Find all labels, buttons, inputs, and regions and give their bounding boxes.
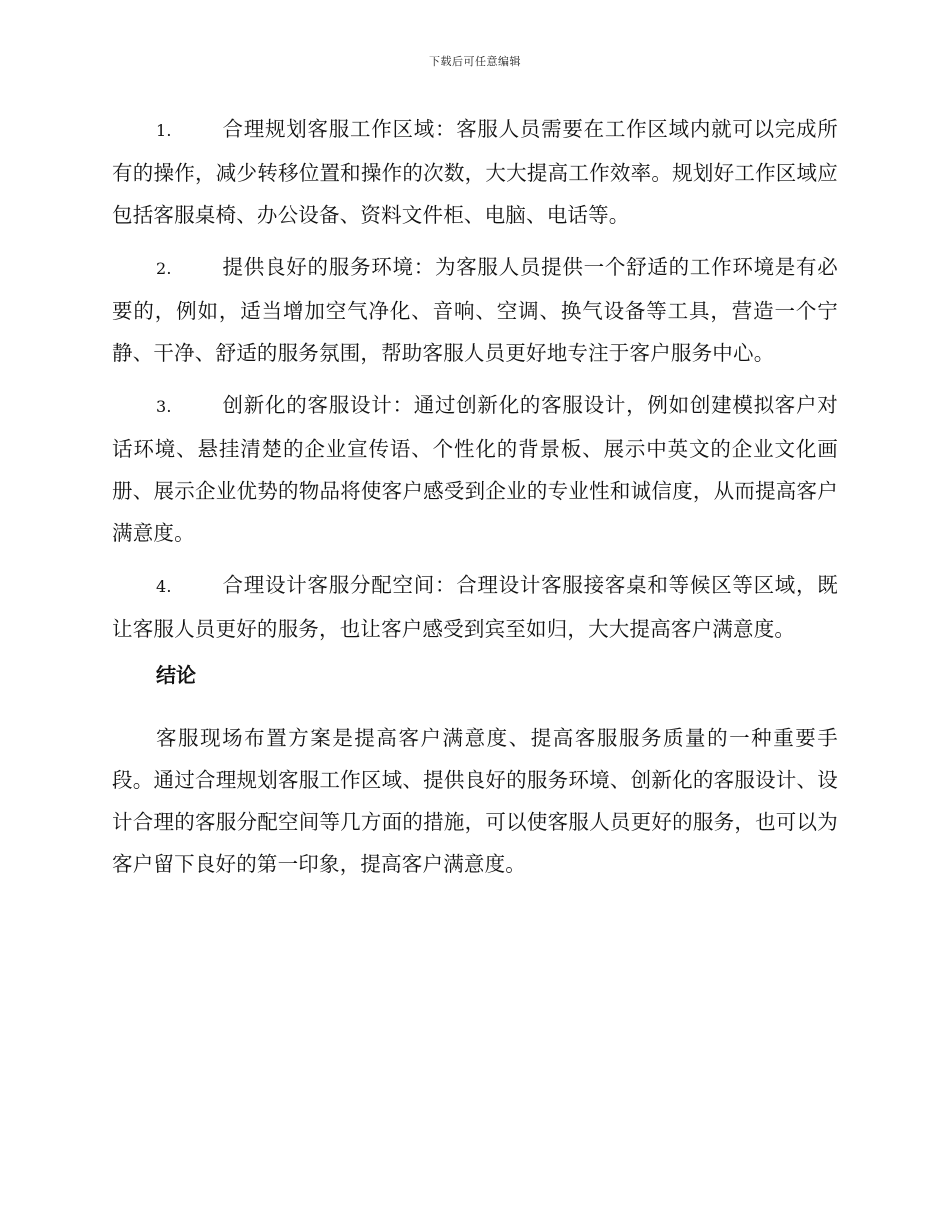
page-header: 下载后可任意编辑 <box>429 55 521 68</box>
list-item-text: 创新化的客服设计：通过创新化的客服设计，例如创建模拟客户对话环境、悬挂清楚的企业宣传语、个性化的背景板、展示中英文的企业文化画册、展示企业优势的物品将使客户感受到企业的专业性和诚信度，从而提高客户满意度。 <box>112 393 838 545</box>
list-item-text: 合理设计客服分配空间：合理设计客服接客桌和等候区等区域，既让客服人员更好的服务，也让客户感受到宾至如归，大大提高客户满意度。 <box>112 573 838 641</box>
document-body <box>112 108 838 905</box>
list-item <box>112 108 838 236</box>
list-item <box>112 564 838 650</box>
list-item-number: 3. <box>156 397 172 416</box>
list-item-number: 4. <box>156 577 172 596</box>
list-item <box>112 384 838 554</box>
conclusion-heading: 结论 <box>156 663 196 687</box>
list-item-number: 1. <box>156 121 172 140</box>
list-item-text: 提供良好的服务环境：为客服人员提供一个舒适的工作环境是有必要的，例如，适当增加空气净化、音响、空调、换气设备等工具，营造一个宁静、干净、舒适的服务氛围，帮助客服人员更好地专注于客户服务中心。 <box>112 255 838 365</box>
list-item <box>112 246 838 374</box>
list-item-text: 合理规划客服工作区域：客服人员需要在工作区域内就可以完成所有的操作，减少转移位置和操作的次数，大大提高工作效率。规划好工作区域应包括客服桌椅、办公设备、资料文件柜、电脑、电话等。 <box>112 117 838 227</box>
conclusion-paragraph: 客服现场布置方案是提高客户满意度、提高客服服务质量的一种重要手段。通过合理规划客服工作区域、提供良好的服务环境、创新化的客服设计、设计合理的客服分配空间等几方面的措施，可以使客服人员更好的服务，也可以为客户留下良好的第一印象，提高客户满意度。 <box>112 725 838 876</box>
list-item-number: 2. <box>156 259 172 278</box>
